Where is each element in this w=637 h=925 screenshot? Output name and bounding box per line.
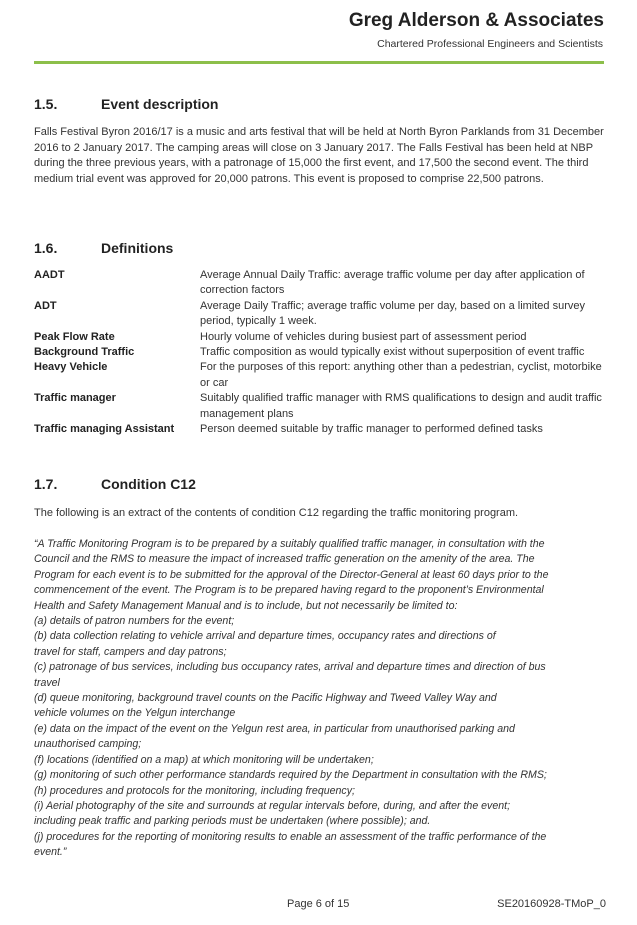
section-number: 1.7. xyxy=(34,476,58,492)
condition-intro-paragraph: The following is an extract of the contents of condition C12 regarding the traffic monitoring program. xyxy=(34,507,519,519)
definition-row xyxy=(34,345,614,360)
section-heading-condition xyxy=(34,476,196,492)
quote-line: (e) data on the impact of the event on the Yelgun rest area, in particular from unauthorised parking and xyxy=(34,722,515,735)
definition-term: Background Traffic xyxy=(34,346,135,359)
definition-description: Suitably qualified traffic manager with RMS qualifications to design and audit traffic management plans xyxy=(200,392,602,420)
quote-line: (j) procedures for the reporting of monitoring results to enable an assessment of the traffic performance of the xyxy=(34,830,547,843)
definitions-list xyxy=(34,268,614,437)
definition-row xyxy=(34,330,614,345)
quote-line: event.” xyxy=(34,846,67,859)
company-name: Greg Alderson & Associates xyxy=(348,10,604,31)
definition-term: Peak Flow Rate xyxy=(34,330,115,343)
quote-line: (g) monitoring of such other performance standards required by the Department in consultation with the RMS; xyxy=(34,769,547,782)
quote-line: (f) locations (identified on a map) at which monitoring will be undertaken; xyxy=(34,753,374,766)
definition-description: Person deemed suitable by traffic manager to performed defined tasks xyxy=(200,423,543,436)
quote-line: Health and Safety Management Manual and is to include, but not necessarily be limited to: xyxy=(34,599,458,612)
quote-line: (c) patronage of bus services, including bus occupancy rates, arrival and departure times and direction of bus xyxy=(34,661,546,674)
quote-line: including peak traffic and parking periods must be undertaken (where possible); and. xyxy=(34,815,431,828)
condition-quote xyxy=(34,537,609,861)
quote-line: (i) Aerial photography of the site and surrounds at regular intervals before, during, and after the event; xyxy=(34,799,511,812)
header-divider xyxy=(34,61,604,64)
section-number: 1.5. xyxy=(34,96,58,112)
definition-term: AADT xyxy=(34,269,65,281)
event-description-paragraph: Falls Festival Byron 2016/17 is a music and arts festival that will be held at North Byron Parklands from 31 December 2016 to 2 January 2017. The camping areas will close on 3 January 2017. The Falls Festival has been held at NBP during the three previous years, with a patronage of 15,000 the first event, and 17,500 the second event. The third medium trial event was approved for 20,000 patrons. This event is proposed to comprise 22,500 patrons. xyxy=(34,126,604,185)
section-title: Event description xyxy=(101,96,219,112)
quote-line: (d) queue monitoring, background travel counts on the Pacific Highway and Tweed Valley Way and xyxy=(34,692,497,705)
definition-description: Traffic composition as would typically exist without superposition of event traffic xyxy=(200,346,585,359)
quote-line: Council and the RMS to measure the impact of increased traffic generation on the amenity of the area. The xyxy=(34,553,535,566)
section-title: Condition C12 xyxy=(101,476,196,492)
definition-row xyxy=(34,391,614,422)
definition-term: ADT xyxy=(34,299,57,312)
definition-description: Hourly volume of vehicles during busiest part of assessment period xyxy=(200,330,527,343)
quote-line: vehicle volumes on the Yelgun interchange xyxy=(34,707,236,720)
definition-term: Traffic managing Assistant xyxy=(34,423,175,436)
definition-description: Average Annual Daily Traffic: average traffic volume per day after application of correction factors xyxy=(200,269,585,297)
definition-term: Traffic manager xyxy=(34,392,116,405)
document-reference: SE20160928-TMoP_0 xyxy=(497,898,606,910)
definition-row xyxy=(34,299,614,330)
definition-row xyxy=(34,360,614,391)
section-heading-definitions xyxy=(34,240,173,256)
definition-description: For the purposes of this report: anything other than a pedestrian, cyclist, motorbike or car xyxy=(200,361,602,389)
section-title: Definitions xyxy=(101,240,174,256)
quote-line: (b) data collection relating to vehicle arrival and departure times, occupancy rates and directions of xyxy=(34,630,496,643)
quote-line: commencement of the event. The Program is to be prepared having regard to the proponent’s Environmental xyxy=(34,584,544,597)
page-number: Page 6 of 15 xyxy=(287,898,350,910)
section-heading-event xyxy=(34,96,218,112)
quote-line: Program for each event is to be submitted for the approval of the Director-General at least 60 days prior to the xyxy=(34,568,549,581)
quote-line: travel xyxy=(34,676,60,689)
section-number: 1.6. xyxy=(34,240,58,256)
quote-line: (a) details of patron numbers for the event; xyxy=(34,615,235,628)
quote-line: travel for staff, campers and day patrons; xyxy=(34,645,227,658)
company-tagline: Chartered Professional Engineers and Scientists xyxy=(377,38,603,50)
definition-row xyxy=(34,422,614,437)
quote-line: unauthorised camping; xyxy=(34,738,142,751)
definition-row xyxy=(34,268,614,299)
quote-line: (h) procedures and protocols for the monitoring, including frequency; xyxy=(34,784,355,797)
quote-line: “A Traffic Monitoring Program is to be prepared by a suitably qualified traffic manager, in consultation with the xyxy=(34,538,545,550)
definition-term: Heavy Vehicle xyxy=(34,361,108,374)
definition-description: Average Daily Traffic; average traffic volume per day, based on a limited survey period, typically 1 week. xyxy=(200,299,585,328)
